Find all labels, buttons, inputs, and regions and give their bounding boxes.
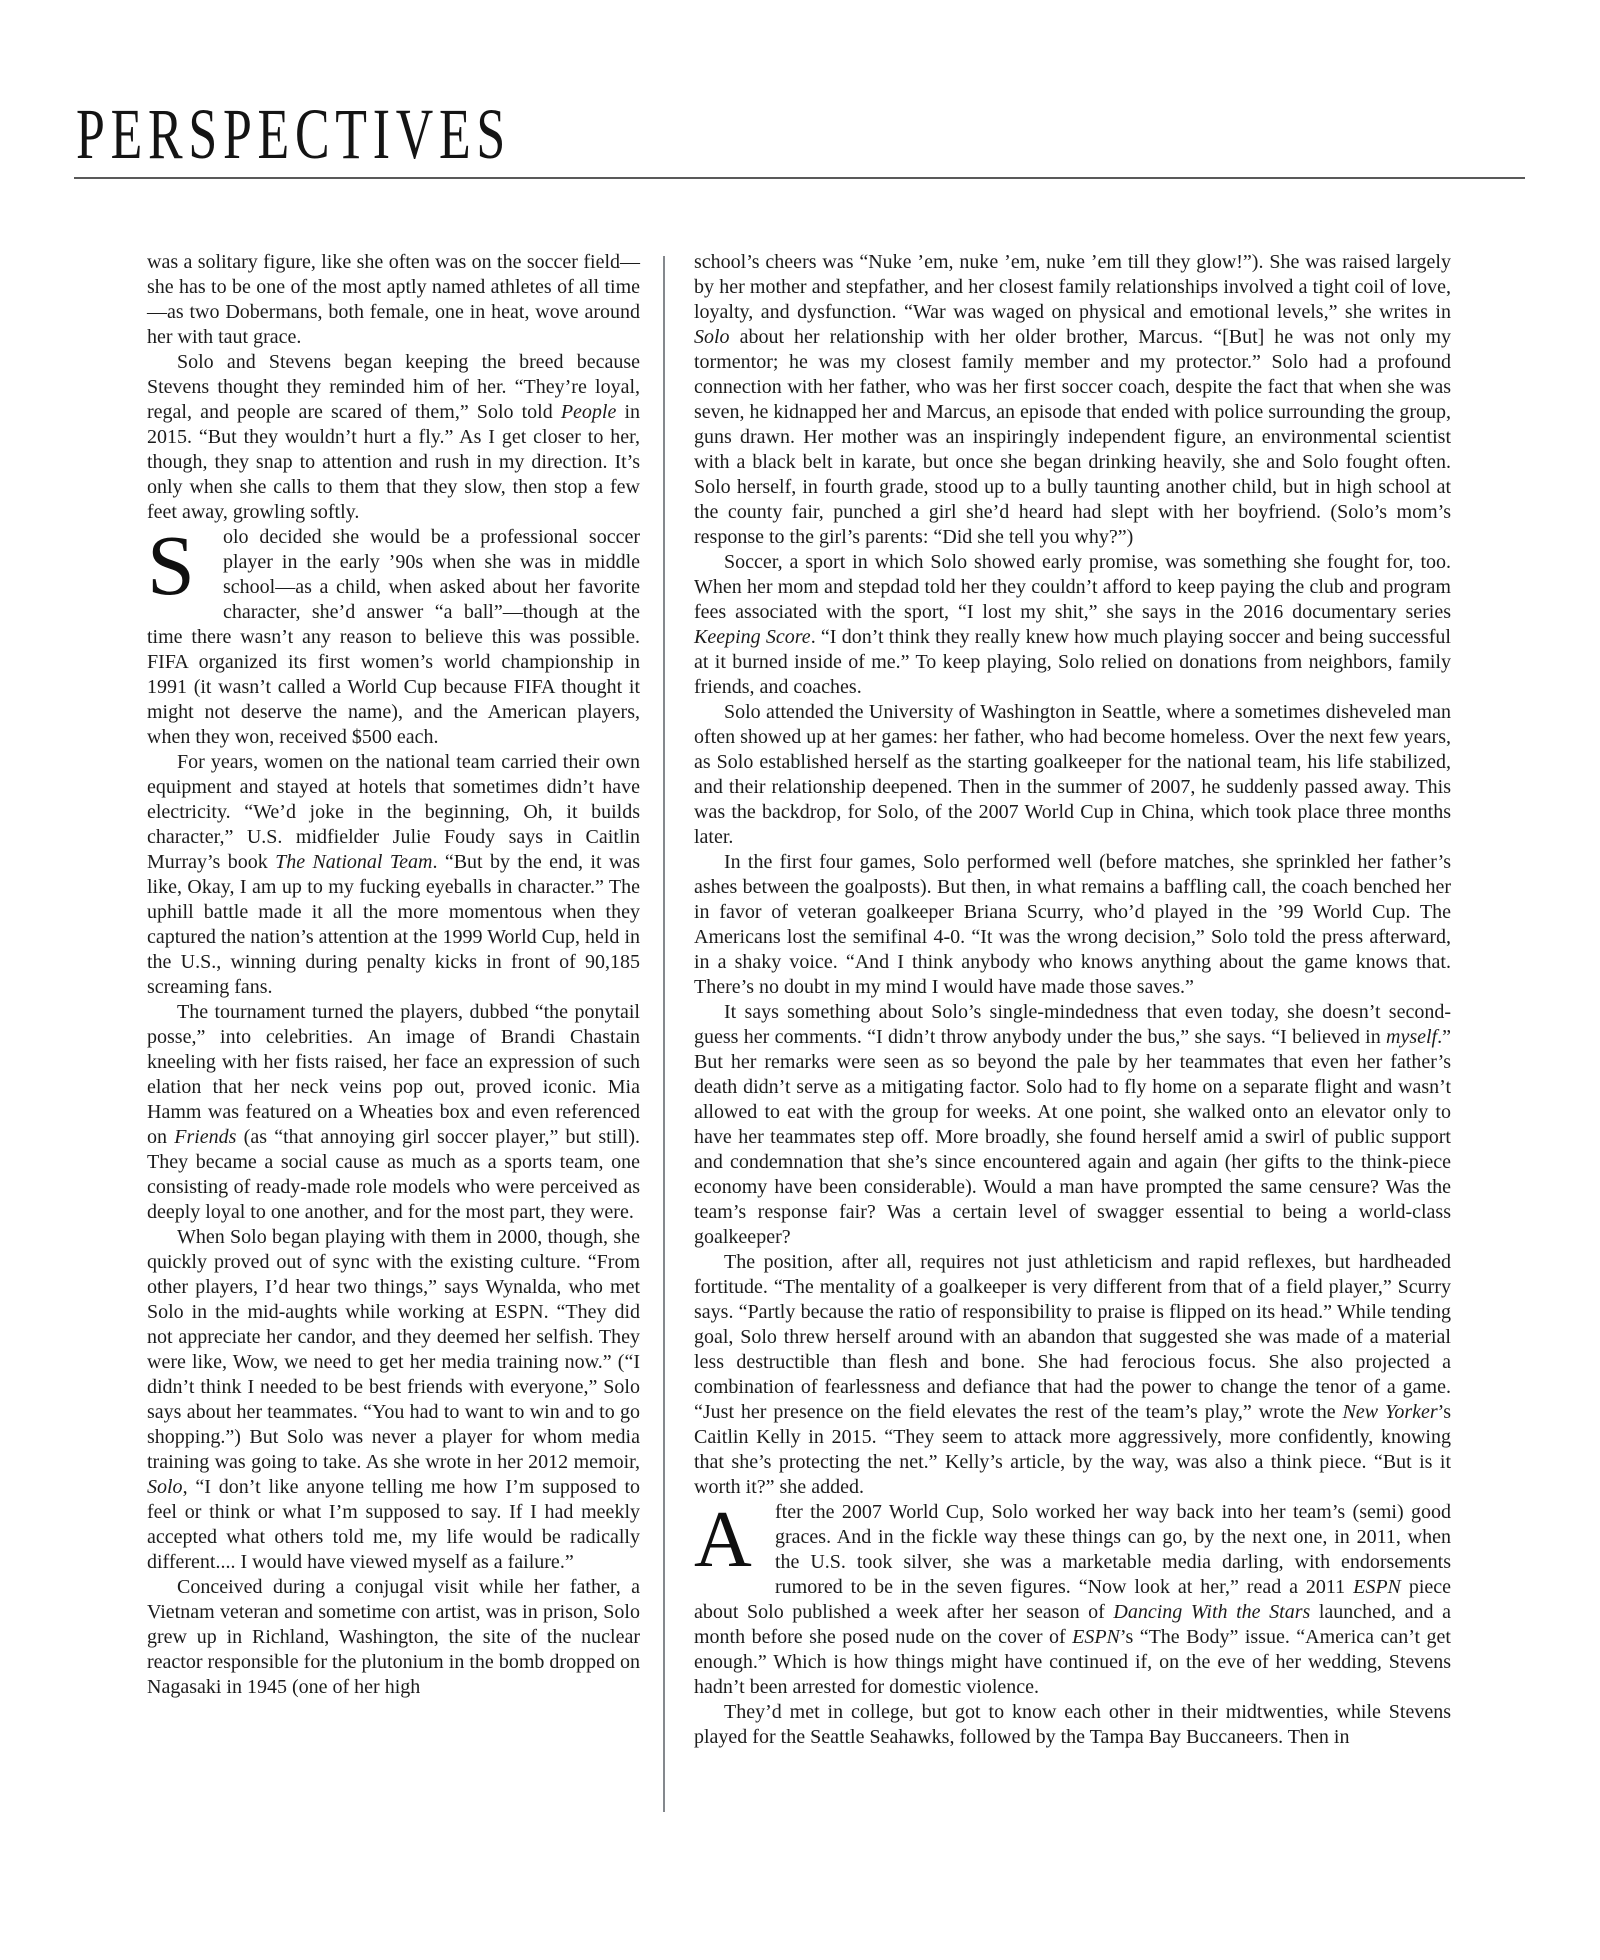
italic-text-run: Keeping Score — [694, 626, 811, 648]
text-run: It says something about Solo’s single-mindedness that even today, she doesn’t second-guess her comments. “I didn’t throw anybody under the bus,” she says. “I believed in — [694, 1001, 1451, 1048]
italic-text-run: ESPN — [1353, 1576, 1401, 1598]
paragraph — [147, 750, 640, 1000]
paragraph — [147, 1575, 640, 1700]
paragraph — [147, 517, 640, 750]
article-column-left — [147, 250, 640, 1700]
section-masthead: PERSPECTIVES — [76, 94, 511, 174]
paragraph — [694, 850, 1451, 1000]
paragraph — [147, 1000, 640, 1225]
paragraph — [694, 700, 1451, 850]
paragraph — [694, 550, 1451, 700]
text-run: . “But by the end, it was like, Okay, I am up to my fucking eyeballs in character.” The uphill battle made it all the more momentous when they captured the nation’s attention at the 1999 World Cup, held in the U.S., winning during penalty kicks in front of 90,185 screaming fans. — [147, 851, 640, 998]
paragraph — [147, 1225, 640, 1575]
text-run: ’s Caitlin Kelly in 2015. “They seem to attack more aggressively, more confidently, knowing that she’s protecting the net.” Kelly’s article, by the way, was also a think piece. “But is it worth it?” she added. — [694, 1401, 1451, 1498]
italic-text-run: New Yorker — [1342, 1401, 1438, 1423]
text-run: Soccer, a sport in which Solo showed early promise, was something she fought for, too. When her mom and stepdad told her they couldn’t afford to keep paying the club and program fees associated with the sport, “I lost my shit,” she says in the 2016 documentary series — [694, 551, 1451, 623]
text-run: school’s cheers was “Nuke ’em, nuke ’em, nuke ’em till they glow!”). She was raised largely by her mother and stepfather, and her closest family relationships involved a tight coil of love, loyalty, and dysfunction. “War was waged on physical and emotional levels,” she writes in — [694, 251, 1451, 323]
text-run: ’s “The Body” issue. “America can’t get enough.” Which is how things might have continued if, on the eve of her wedding, Stevens hadn’t been arrested for domestic violence. — [694, 1626, 1451, 1698]
text-run: was a solitary figure, like she often was on the soccer field—she has to be one of the most aptly named athletes of all time—as two Dobermans, both female, one in heat, wove around her with taut grace. — [147, 251, 640, 348]
column-divider-rule — [663, 256, 665, 1812]
text-run: fter the 2007 World Cup, Solo worked her way back into her team’s (semi) good graces. And in the fickle way these things can go, by the next one, in 2011, when the U.S. took silver, she was a marketable media darling, with endorsements rumored to be in the seven figures. “Now look at her,” read a 2011 — [775, 1501, 1451, 1598]
paragraph — [694, 250, 1451, 550]
text-run: , “I don’t like anyone telling me how I’m supposed to feel or think or what I’m supposed to say. If I had meekly accepted what others told me, my life would be radically different.... I would have viewed myself as a failure.” — [147, 1476, 640, 1573]
text-run: The position, after all, requires not just athleticism and rapid reflexes, but hardheaded fortitude. “The mentality of a goalkeeper is very different from that of a field player,” Scurry says. “Partly because the ratio of responsibility to praise is flipped on its head.” While tending goal, Solo threw herself around with an abandon that suggested she was made of a material less destructible than flesh and bone. She had ferocious focus. She also projected a combination of fearlessness and defiance that had the power to change the tenor of a game. “Just her presence on the field elevates the rest of the team’s play,” wrote the — [694, 1251, 1451, 1423]
drop-cap-letter: S — [147, 517, 195, 613]
paragraph — [147, 350, 640, 525]
italic-text-run: Dancing With the Stars — [1113, 1601, 1311, 1623]
text-run: piece about Solo published a week after her season of — [694, 1576, 1452, 1623]
text-run: (as “that annoying girl soccer player,” but still). They became a social cause as much as a sports team, one consisting of ready-made role models who were perceived as deeply loyal to one another, and for the most part, they were. — [147, 1126, 641, 1223]
italic-text-run: Solo — [147, 1476, 183, 1498]
text-run: . “I don’t think they really knew how much playing soccer and being successful at it burned inside of me.” To keep playing, Solo relied on donations from neighbors, family friends, and coaches. — [694, 626, 1451, 698]
paragraph — [147, 250, 640, 350]
text-run: In the first four games, Solo performed well (before matches, she sprinkled her father’s ashes between the goalposts). But then, in what remains a baffling call, the coach benched her in favor of veteran goalkeeper Briana Scurry, who’d played in the ’99 World Cup. The Americans lost the semifinal 4-0. “It was the wrong decision,” Solo told the press afterward, in a shaky voice. “And I think anybody who knows anything about the game knows that. There’s no doubt in my mind I would have made those saves.” — [694, 851, 1451, 998]
italic-text-run: myself — [1386, 1026, 1438, 1048]
text-run: in 2015. “But they wouldn’t hurt a fly.” As I get closer to her, though, they snap to attention and rush in my direction. It’s only when she calls to them that they slow, then stop a few feet away, growling softly. — [147, 401, 640, 523]
text-run: The tournament turned the players, dubbed “the ponytail posse,” into celebrities. An image of Brandi Chastain kneeling with her fists raised, her face an expression of such elation that her neck veins pop out, proved iconic. Mia Hamm was featured on a Wheaties box and even referenced on — [147, 1001, 640, 1148]
drop-cap-letter: A — [694, 1496, 752, 1584]
text-run: Conceived during a conjugal visit while her father, a Vietnam veteran and sometime con artist, was in prison, Solo grew up in Richland, Washington, the site of the nuclear reactor responsible for the plutonium in the bomb dropped on Nagasaki in 1945 (one of her high — [147, 1576, 640, 1698]
paragraph — [694, 1250, 1451, 1500]
text-run: When Solo began playing with them in 2000, though, she quickly proved out of sync with the existing culture. “From other players, I’d hear two things,” says Wynalda, who met Solo in the mid-aughts while working at ESPN. “They did not appreciate her candor, and they deemed her selfish. They were like, Wow, we need to get her media training now.” (“I didn’t think I needed to be best friends with everyone,” Solo says about her teammates. “You had to want to win and to go shopping.”) But Solo was never a player for whom media training was going to take. As she wrote in her 2012 memoir, — [147, 1226, 640, 1473]
text-run: For years, women on the national team carried their own equipment and stayed at hotels that sometimes didn’t have electricity. “We’d joke in the beginning, Oh, it builds character,” U.S. midfielder Julie Foudy says in Caitlin Murray’s book — [147, 751, 640, 873]
italic-text-run: Friends — [174, 1126, 237, 1148]
text-run: Solo attended the University of Washington in Seattle, where a sometimes disheveled man often showed up at her games: her father, who had become homeless. Over the next few years, as Solo established herself as the starting goalkeeper for the national team, his life stabilized, and their relationship deepened. Then in the summer of 2007, he suddenly passed away. This was the backdrop, for Solo, of the 2007 World Cup in China, which took place three months later. — [694, 701, 1451, 848]
text-run: Solo and Stevens began keeping the breed because Stevens thought they reminded him of her. “They’re loyal, regal, and people are scared of them,” Solo told — [147, 351, 640, 423]
text-run: .” But her remarks were seen as so beyond the pale by her teammates that even her father’s death didn’t serve as a mitigating factor. Solo had to fly home on a separate flight and wasn’t allowed to eat with the group for weeks. At one point, she walked onto an elevator only to have her teammates step off. More broadly, she found herself amid a swirl of public support and condemnation that she’s since encountered again and again (her gifts to the think-piece economy have been considerable). Would a man have prompted the same censure? Was the team’s response fair? Was a certain level of swagger essential to being a world-class goalkeeper? — [694, 1026, 1451, 1248]
article-column-right — [694, 250, 1451, 1750]
italic-text-run: Solo — [694, 326, 730, 348]
italic-text-run: The National Team — [275, 851, 433, 873]
paragraph — [694, 1496, 1452, 1700]
paragraph — [694, 1700, 1451, 1750]
text-run: about her relationship with her older brother, Marcus. “[But] he was not only my tormentor; he was my closest family member and my protector.” Solo had a profound connection with her father, who was her first soccer coach, despite the fact that when she was seven, he kidnapped her and Marcus, an episode that ended with police surrounding the group, guns drawn. Her mother was an inspiringly independent figure, an environmental scientist with a black belt in karate, but once she began drinking heavily, she and Solo fought often. Solo herself, in fourth grade, stood up to a bully taunting another child, but in high school at the county fair, punched a girl she’d heard had slept with her boyfriend. (Solo’s mom’s response to the girl’s parents: “Did she tell you why?”) — [694, 326, 1452, 548]
text-run: olo decided she would be a professional soccer player in the early ’90s when she was in middle school—as a child, when asked about her favorite character, she’d answer “a ball”—though at the time there wasn’t any reason to believe this was possible. FIFA organized its first women’s world championship in 1991 (it wasn’t called a World Cup because FIFA thought it might not deserve the name), and the American players, when they won, received $500 each. — [147, 526, 640, 748]
masthead-rule — [74, 177, 1525, 179]
text-run: They’d met in college, but got to know each other in their midtwenties, while Stevens played for the Seattle Seahawks, followed by the Tampa Bay Buccaneers. Then in — [694, 1701, 1451, 1748]
text-run: launched, and a month before she posed nude on the cover of — [694, 1601, 1451, 1648]
paragraph — [694, 1000, 1451, 1250]
italic-text-run: ESPN — [1072, 1626, 1120, 1648]
italic-text-run: People — [560, 401, 617, 423]
